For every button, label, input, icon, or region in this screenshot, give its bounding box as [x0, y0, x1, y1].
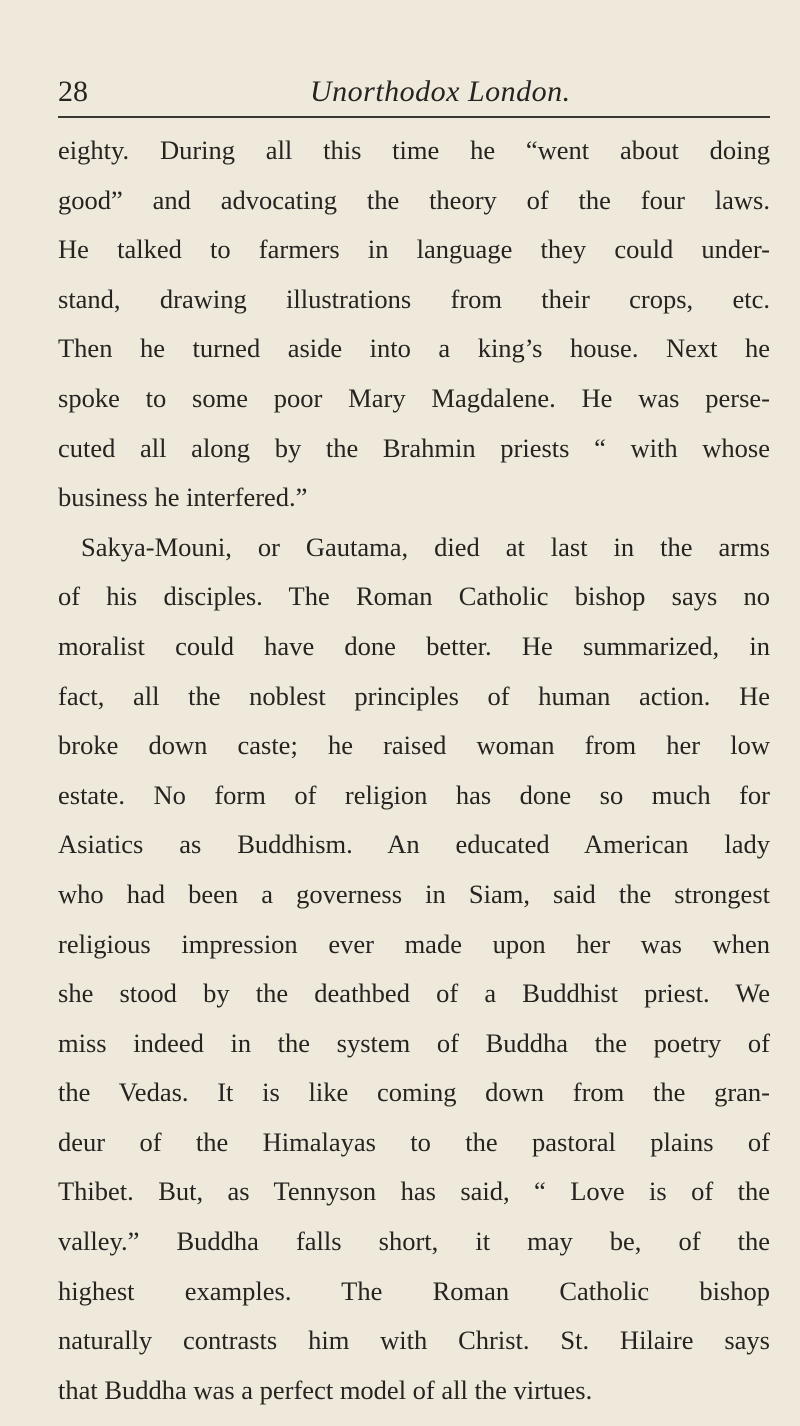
page-number: 28	[58, 75, 88, 108]
text-line: she stood by the deathbed of a Buddhist priest. We	[58, 978, 770, 1009]
text-line: valley.” Buddha falls short, it may be, of the	[58, 1226, 770, 1257]
text-line: good” and advocating the theory of the four laws.	[58, 184, 770, 215]
text-line: moralist could have done better. He summarized, in	[58, 630, 770, 661]
text-line: the Vedas. It is like coming down from the gran-	[58, 1077, 770, 1108]
text-line: Asiatics as Buddhism. An educated American lady	[58, 829, 770, 860]
text-line: He talked to farmers in language they could under-	[58, 234, 770, 265]
text-line: highest examples. The Roman Catholic bishop	[58, 1275, 770, 1306]
text-line: cuted all along by the Brahmin priests “ with whose	[58, 432, 770, 463]
text-line: business he interfered.”	[58, 482, 308, 513]
running-title: Unorthodox London.	[310, 75, 571, 108]
text-line: who had been a governess in Siam, said the strongest	[58, 878, 770, 909]
text-line: spoke to some poor Mary Magdalene. He was perse-	[58, 382, 770, 413]
text-line: miss indeed in the system of Buddha the poetry of	[58, 1027, 770, 1058]
text-line: religious impression ever made upon her was when	[58, 928, 770, 959]
body-text	[58, 126, 770, 1415]
text-line: Sakya-Mouni, or Gautama, died at last in the arms	[81, 531, 770, 562]
header-rule	[58, 116, 770, 118]
text-line: estate. No form of religion has done so much for	[58, 779, 770, 810]
text-line: that Buddha was a perfect model of all the virtues.	[58, 1374, 593, 1405]
text-line: broke down caste; he raised woman from her low	[58, 730, 770, 761]
text-line: naturally contrasts him with Christ. St. Hilaire says	[58, 1325, 770, 1356]
text-line: stand, drawing illustrations from their crops, etc.	[58, 283, 770, 314]
running-head	[58, 72, 770, 112]
text-line: Thibet. But, as Tennyson has said, “ Love is of the	[58, 1176, 770, 1207]
text-line: fact, all the noblest principles of human action. He	[58, 680, 770, 711]
text-line: eighty. During all this time he “went about doing	[58, 135, 770, 165]
text-line: deur of the Himalayas to the pastoral plains of	[58, 1126, 770, 1157]
text-line: Then he turned aside into a king’s house. Next he	[58, 333, 770, 364]
text-line: of his disciples. The Roman Catholic bishop says no	[58, 581, 770, 612]
